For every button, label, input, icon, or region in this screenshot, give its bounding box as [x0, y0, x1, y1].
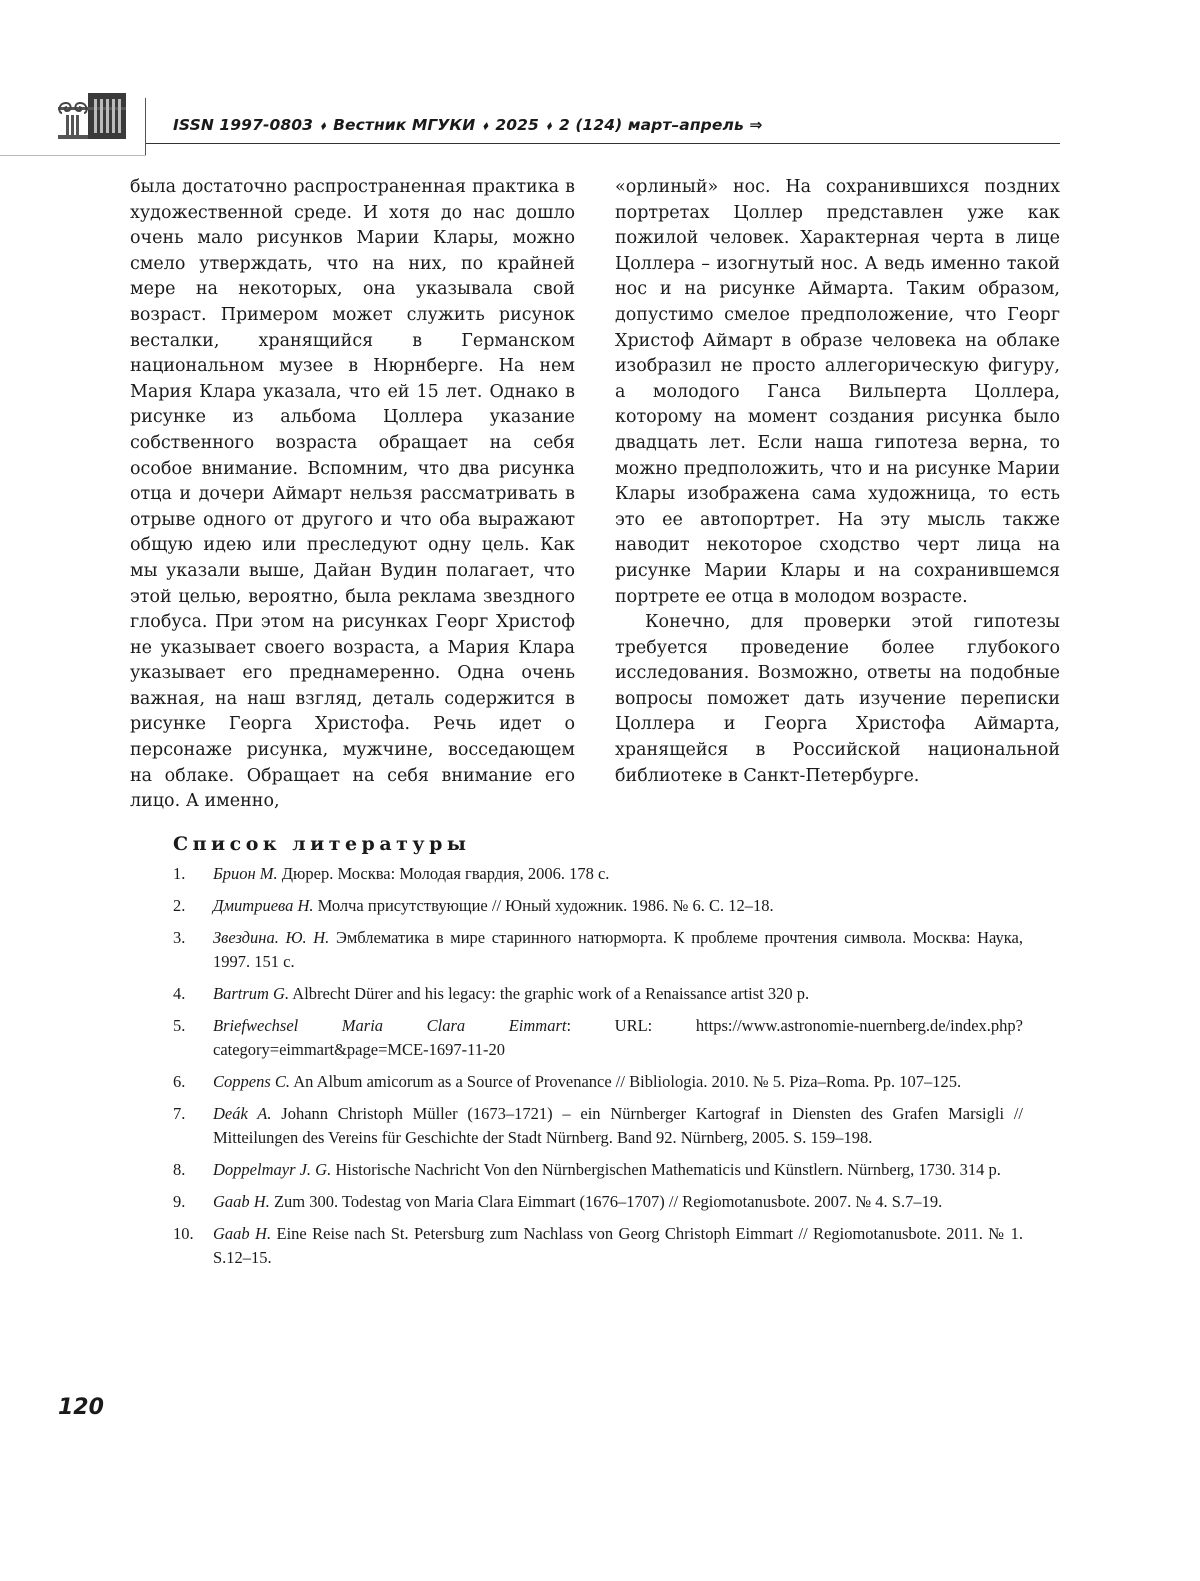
reference-details: Молча присутствующие // Юный художник. 1986. № 6. С. 12–18. [313, 896, 774, 915]
reference-item [173, 1014, 1023, 1062]
reference-author: Gaab H. [213, 1224, 272, 1243]
header-rule [146, 143, 1060, 144]
reference-number: 3. [173, 928, 186, 947]
reference-text [213, 862, 1023, 886]
reference-number: 2. [173, 896, 186, 915]
references-list [173, 862, 1023, 1278]
reference-details: Дюрер. Москва: Молодая гвардия, 2006. 178 с. [277, 864, 610, 883]
journal-logo-icon [58, 93, 126, 139]
reference-number: 10. [173, 1224, 194, 1243]
right-paragraph-1: «орлиный» нос. На сохранившихся поздних портретах Цоллер представлен уже как пожилой человек. Характерная черта в лице Цоллера – изогнутый нос. А ведь именно такой нос и на рисунке Аймарта. Таким образом, допустимо смелое предположение, что Георг Христоф Аймарт в образе человека на облаке изобразил не просто аллегорическую фигуру, а молодого Ганса Вильперта Цоллера, которому на момент создания рисунка было двадцать лет. Если наша гипотеза верна, то можно предположить, что и на рисунке Марии Клары изображена сама художница, то есть это ее автопортрет. На эту мысль также наводит некоторое сходство черт лица на рисунке Марии Клары и на сохранившемся портрете ее отца в молодом возрасте. [615, 177, 1060, 607]
page-number: 120 [58, 1395, 104, 1420]
reference-item [173, 894, 1023, 918]
reference-text [213, 1102, 1023, 1150]
reference-item [173, 926, 1023, 974]
reference-number: 9. [173, 1192, 186, 1211]
reference-text [213, 1158, 1023, 1182]
reference-item [173, 862, 1023, 886]
reference-item [173, 1102, 1023, 1150]
reference-number: 5. [173, 1016, 186, 1035]
reference-author: Брион М. [213, 864, 278, 883]
reference-text [213, 982, 1023, 1006]
right-column [615, 175, 1060, 789]
reference-item [173, 1070, 1023, 1094]
running-head [173, 116, 762, 134]
reference-details: Albrecht Dürer and his legacy: the graphic work of a Renaissance artist 320 p. [289, 984, 810, 1003]
reference-number: 6. [173, 1072, 186, 1091]
left-column [130, 175, 575, 815]
reference-author: Doppelmayr J. G. [213, 1160, 332, 1179]
reference-author: Coppens C. [213, 1072, 291, 1091]
journal-title: Вестник МГУКИ [333, 116, 476, 134]
reference-details: Zum 300. Todestag von Maria Clara Eimmart (1676–1707) // Regiomotanusbote. 2007. № 4. S.7–19. [269, 1192, 943, 1211]
reference-number: 8. [173, 1160, 186, 1179]
header-vertical-rule [145, 98, 146, 156]
reference-url[interactable]: : URL: https://www.astronomie-nuernberg.de/index.php?category=eimmart&page=MCE-1697-11-20 [213, 1016, 1023, 1059]
reference-details: Historische Nachricht Von den Nürnbergischen Mathematicis und Künstlern. Nürnberg, 1730. 314 p. [331, 1160, 1001, 1179]
reference-author: Briefwechsel Maria Clara Eimmart [213, 1016, 567, 1035]
reference-number: 1. [173, 864, 186, 883]
reference-details: Johann Christoph Müller (1673–1721) – ein Nürnberger Kartograf in Diensten des Grafen Marsigli // Mitteilungen des Vereins für Geschichte der Stadt Nürnberg. Band 92. Nürnberg, 2005. S. 159–198. [213, 1104, 1023, 1147]
right-paragraph-2: Конечно, для проверки этой гипотезы требуется проведение более глубокого исследования. Возможно, ответы на подобные вопросы поможет дать изучение переписки Цоллера и Георга Христофа Аймарта, хранящейся в Российской национальной библиотеке в Санкт-Петербурге. [615, 612, 1060, 786]
arrow-icon: ⇒ [749, 116, 763, 134]
reference-author: Deák A. [213, 1104, 272, 1123]
reference-text [213, 1014, 1023, 1062]
reference-author: Дмитриева Н. [213, 896, 314, 915]
reference-item [173, 1222, 1023, 1270]
reference-item [173, 1158, 1023, 1182]
issue: 2 (124) март–апрель [558, 116, 744, 134]
reference-details: Eine Reise nach St. Petersburg zum Nachlass von Georg Christoph Eimmart // Regiomotanusbote. 2011. № 1. S.12–15. [213, 1224, 1023, 1267]
reference-item [173, 982, 1023, 1006]
reference-text [213, 1070, 1023, 1094]
reference-item [173, 1190, 1023, 1214]
year: 2025 [495, 116, 539, 134]
references-title: Список литературы [173, 833, 471, 855]
reference-details: An Album amicorum as a Source of Provenance // Bibliologia. 2010. № 5. Piza–Roma. Pp. 107–125. [290, 1072, 962, 1091]
left-paragraph: была достаточно распространенная практика в художественной среде. И хотя до нас дошло очень мало рисунков Марии Клары, можно смело утверждать, что на них, по крайней мере на некоторых, она указывала свой возраст. Примером может служить рисунок весталки, хранящийся в Германском национальном музее в Нюрнберге. На нем Мария Клара указала, что ей 15 лет. Однако в рисунке из альбома Цоллера указание собственного возраста обращает на себя особое внимание. Вспомним, что два рисунка отца и дочери Аймарт нельзя рассматривать в отрыве одного от другого и что оба выражают общую идею или преследуют одну цель. Как мы указали выше, Дайан Вудин полагает, что этой целью, вероятно, была реклама звездного глобуса. При этом на рисунках Георг Христоф не указывает своего возраста, а Мария Клара указывает его преднамеренно. Одна очень важная, на наш взгляд, деталь содержится в рисунке Георга Христофа. Речь идет о персонаже рисунка, мужчине, восседающем на облаке. Обращает на себя внимание его лицо. А именно, [130, 177, 575, 812]
issn: ISSN 1997-0803 [173, 116, 314, 134]
separator-1: ⬧ [320, 119, 326, 132]
reference-number: 7. [173, 1104, 186, 1123]
header-left-rule [0, 155, 146, 156]
separator-2: ⬧ [482, 119, 488, 132]
reference-text [213, 894, 1023, 918]
reference-author: Bartrum G. [213, 984, 290, 1003]
reference-number: 4. [173, 984, 186, 1003]
reference-details: Эмблематика в мире старинного натюрморта. К проблеме прочтения символа. Москва: Наука, 1997. 151 с. [213, 928, 1023, 971]
reference-text [213, 1222, 1023, 1270]
reference-text [213, 1190, 1023, 1214]
reference-text [213, 926, 1023, 974]
reference-author: Звездина. Ю. Н. [213, 928, 330, 947]
separator-3: ⬧ [546, 119, 552, 132]
reference-author: Gaab H. [213, 1192, 270, 1211]
